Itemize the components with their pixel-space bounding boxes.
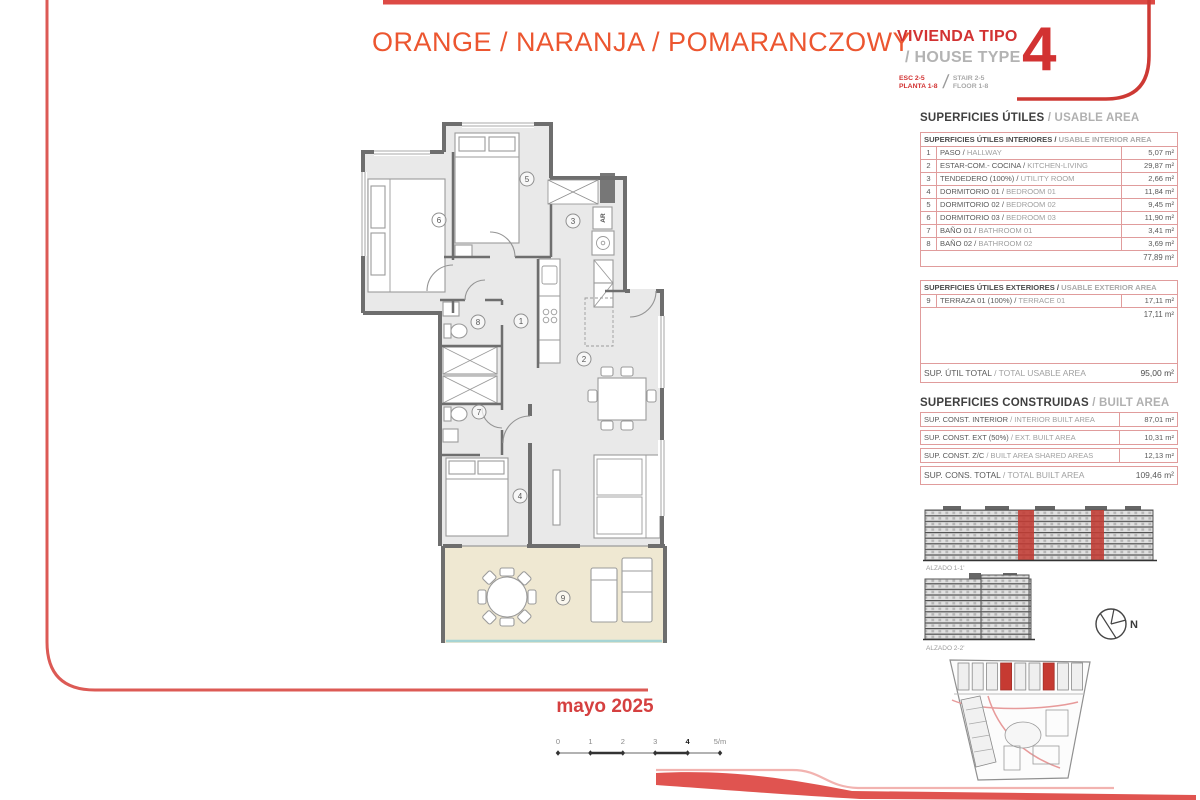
table-row: 6 DORMITORIO 03 / BEDROOM 03 11,90 m² [921, 212, 1177, 225]
interior-subtotal: 77,89 m² [1143, 253, 1174, 262]
table-row: 1 PASO / HALLWAY 5,07 m² [921, 147, 1177, 160]
table-row: 9 TERRAZA 01 (100%) / TERRACE 01 17,11 m² [921, 295, 1177, 308]
exterior-table-header: SUPERFICIES ÚTILES EXTERIORES / USABLE EXTERIOR AREA [921, 281, 1177, 295]
alzado2-label: ALZADO 2-2' [926, 645, 965, 652]
scale-bar [545, 733, 740, 767]
scale-tick-2: 2 [620, 737, 625, 746]
elevation-2-drawing [923, 572, 1053, 654]
alzado1-label: ALZADO 1-1' [926, 565, 965, 572]
table-row: 7 BAÑO 01 / BATHROOM 01 3,41 m² [921, 225, 1177, 238]
divider-slash: / [941, 72, 950, 93]
north-arrow-icon [1085, 600, 1155, 650]
room-label-2: 2 [581, 355, 587, 364]
date-label: mayo 2025 [556, 696, 654, 717]
built-area-title: SUPERFICIES CONSTRUIDAS / BUILT AREA [920, 397, 1170, 409]
table-row: 8 BAÑO 02 / BATHROOM 02 3,69 m² [921, 238, 1177, 251]
exterior-subtotal: 17,11 m² [1143, 310, 1174, 319]
page-title: ORANGE / NARANJA / POMARANCZOWY [372, 27, 912, 57]
usable-total-row: SUP. ÚTIL TOTAL / TOTAL USABLE AREA 95,00 m² [921, 363, 1177, 382]
room-label-1: 1 [518, 317, 524, 326]
area-tables-panel [920, 112, 1178, 485]
table-row: 4 DORMITORIO 01 / BEDROOM 01 11,84 m² [921, 186, 1177, 199]
scale-tick-5: 5/m [713, 737, 727, 746]
table-row: 2 ESTAR-COM.- COCINA / KITCHEN-LIVING 29,87 m² [921, 160, 1177, 173]
ar-appliance-label: AR [600, 213, 607, 223]
house-type-number: 4 [1022, 15, 1057, 84]
usable-interior-table [920, 132, 1178, 267]
scale-tick-1: 1 [588, 737, 593, 746]
scale-tick-4: 4 [685, 737, 690, 746]
table-row: 3 TENDEDERO (100%) / UTILITY ROOM 2,66 m² [921, 173, 1177, 186]
interior-rows [921, 147, 1177, 251]
built-total-row: SUP. CONS. TOTAL / TOTAL BUILT AREA 109,46 m² [920, 466, 1178, 485]
room-label-8: 8 [475, 318, 481, 327]
interior-table-header: SUPERFICIES ÚTILES INTERIORES / USABLE INTERIOR AREA [921, 133, 1177, 147]
room-label-7: 7 [476, 408, 482, 417]
esc-planta: ESC 2-5 PLANTA 1-8 [899, 74, 938, 90]
usable-area-title: SUPERFICIES ÚTILES / USABLE AREA [920, 112, 1140, 124]
vivienda-tipo-label: VIVIENDA TIPO [897, 28, 1018, 45]
site-plan-drawing [928, 650, 1113, 795]
highlighted-site-unit [1001, 663, 1012, 690]
floor-plan [330, 100, 890, 670]
stair-floor: STAIR 2-5 FLOOR 1-8 [952, 74, 989, 90]
house-type-block [897, 28, 1027, 94]
highlighted-unit-strip [1018, 510, 1034, 560]
scale-tick-3: 3 [653, 737, 658, 746]
stair-floor-info [899, 72, 1027, 94]
table-row: 5 DORMITORIO 02 / BEDROOM 02 9,45 m² [921, 199, 1177, 212]
highlighted-site-unit [1043, 663, 1054, 690]
built-row: SUP. CONST. Z/C / BUILT AREA SHARED AREAS 12,13 m² [920, 448, 1178, 463]
room-label-3: 3 [570, 217, 576, 226]
built-rows [920, 412, 1178, 463]
room-label-9: 9 [560, 594, 566, 603]
room-label-5: 5 [524, 175, 530, 184]
north-label: N [1130, 619, 1138, 631]
built-row: SUP. CONST. EXT (50%) / EXT. BUILT AREA 10,31 m² [920, 430, 1178, 445]
top-red-bar [383, 0, 1155, 5]
scale-tick-0: 0 [555, 737, 561, 746]
exterior-rows [921, 295, 1177, 308]
room-label-6: 6 [436, 216, 442, 225]
bottom-thick-swoosh [656, 772, 1196, 800]
room-label-4: 4 [517, 492, 523, 501]
usable-exterior-table [920, 280, 1178, 383]
highlighted-unit-strip [1091, 510, 1104, 560]
house-type-label: / HOUSE TYPE [905, 49, 1021, 66]
built-row: SUP. CONST. INTERIOR / INTERIOR BUILT AREA 87,01 m² [920, 412, 1178, 427]
elevation-1-drawing [923, 504, 1163, 574]
